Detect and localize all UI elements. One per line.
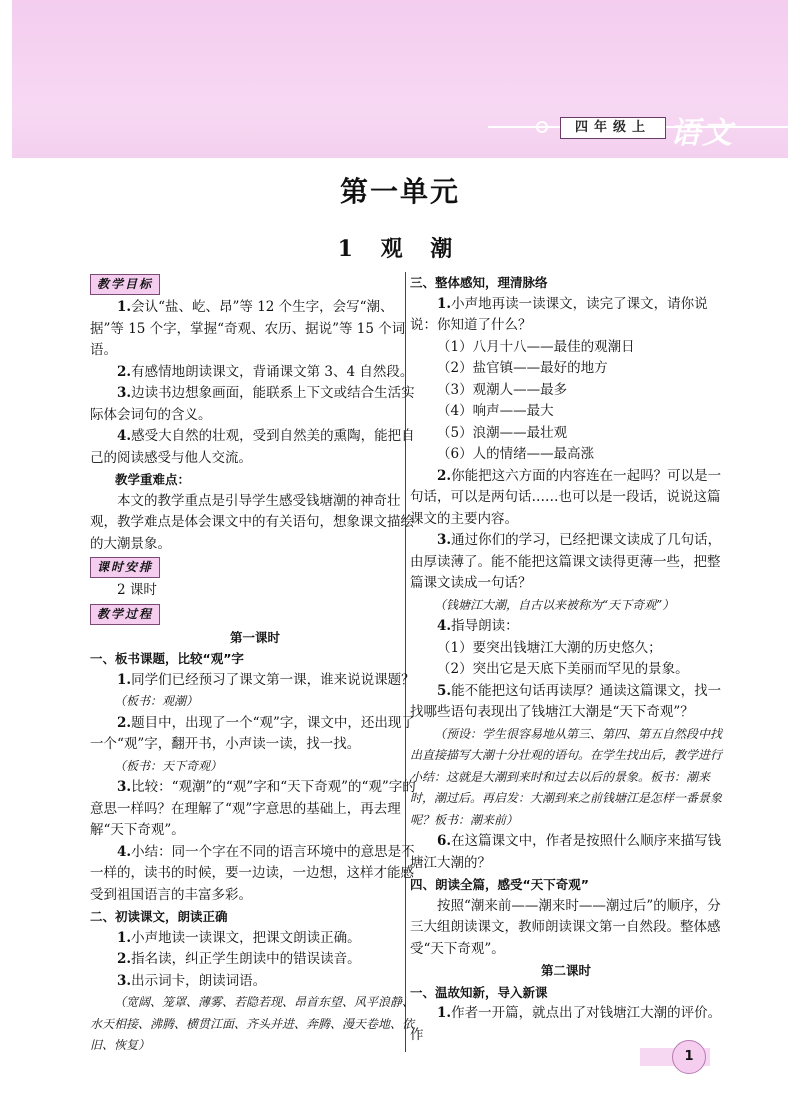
subject-logo: 语文 [670, 116, 734, 151]
goal-item: 2.有感情地朗读课文，背诵课文第 3、4 自然段。 [117, 363, 414, 380]
left-column [90, 272, 420, 1057]
answer-item: （3）观潮人——最多 [437, 381, 568, 398]
header-dot-ornament [536, 121, 548, 133]
goal-item: 4.感受大自然的壮观，受到自然美的熏陶，能把自己的阅读感受与他人交流。 [90, 428, 415, 466]
answer-item: （2）盐官镇——最好的地方 [437, 360, 608, 376]
right-column [410, 272, 722, 1046]
list-item: 3.比较：“观潮”的“观”字和“天下奇观”的“观”字的意思一样吗？在理解了“观”字意思的基础上，再去理解“天下奇观”。 [90, 779, 416, 838]
list-item: 5.能不能把这句话再读厚？通读这篇课文，找一找哪些语句表现出了钱塘江大潮是“天下奇观”？ [410, 682, 722, 720]
list-item: 4.小结：同一个字在不同的语言环境中的意思是不一样的，读书的时候，要一边读，一边想，这样才能感受到祖国语言的丰富多彩。 [90, 843, 415, 903]
tag-schedule: 课时安排 [90, 557, 160, 578]
list-item: 1.同学们已经预习了课文第一课，谁来说说课题？ [117, 671, 415, 688]
list-item: 6.在这篇课文中，作者是按照什么顺序来描写钱塘江大潮的？ [410, 833, 722, 871]
board-note: （板书：观潮） [114, 694, 199, 708]
lesson-title: 1 观 潮 [337, 236, 463, 262]
board-note: （板书：天下奇观） [114, 758, 223, 773]
list-item: 2.指名读，纠正学生朗读中的错误读音。 [117, 951, 361, 967]
tag-teaching-process: 教学过程 [90, 604, 160, 625]
page-number: 1 [672, 1040, 706, 1074]
unit-title: 第一单元 [339, 175, 460, 208]
answer-item: （5）浪潮——最壮观 [437, 424, 568, 441]
list-item: 3.通过你们的学习，已经把课文读成了几句话，由厚读薄了。能不能把这篇课文读得更薄一些，把整篇课文读成一句话？ [410, 532, 722, 591]
word-list: （宽阔、笼罩、薄雾、若隐若现、昂首东望、风平浪静、水天相接、沸腾、横贯江面、齐头并进、奔腾、漫天卷地、依旧、恢复） [90, 995, 415, 1052]
list-item: 2.题目中，出现了一个“观”字，课文中，还出现了一个“观”字，翻开书，小声读一读，找一找。 [90, 714, 415, 752]
answer-item: （6）人的情绪——最高涨 [437, 446, 595, 462]
list-item: 3.出示词卡，朗读词语。 [117, 972, 267, 989]
first-lesson-heading: 第一课时 [229, 629, 280, 645]
tag-teaching-goals: 教学目标 [90, 274, 160, 295]
answer-note: （钱塘江大潮，自古以来被称为“天下奇观”） [434, 597, 675, 612]
sub-item: （1）要突出钱塘江大潮的历史悠久； [437, 639, 662, 656]
goal-item: 1.会认“盐、屹、昂”等 12 个生字，会写“潮、据”等 15 个字，掌握“奇观、农历、据说”等 15 个词语。 [90, 299, 406, 358]
goal-item: 3.边读书边想象画面，能联系上下文或结合生活实际体会词句的含义。 [90, 385, 415, 423]
paragraph: 按照“潮来前——潮来时——潮过后”的顺序，分三大组朗读课文，教师朗读课文第一自然段。整体感受“天下奇观”。 [410, 897, 721, 957]
section-heading: 一、温故知新，导入新课 [410, 984, 548, 1000]
section-heading: 二、初读课文，朗读正确 [90, 909, 228, 924]
list-item: 4.指导朗读： [437, 618, 519, 634]
list-item: 1.小声地再读一读课文，读完了课文，请你说说：你知道了什么？ [410, 295, 708, 333]
list-item: 1.小声地读一读课文，把课文朗读正确。 [117, 929, 361, 946]
answer-item: （4）响声——最大 [437, 403, 554, 419]
grade-label: 四年级上 [560, 117, 666, 139]
preset-note: （预设：学生很容易地从第三、第四、第五自然段中找出直接描写大潮十分壮观的语句。在学生找出后，教学进行小结：这就是大潮到来时和过去以后的景象。板书：潮来时，潮过后。再启发：大潮到来之前钱塘江是怎样一番景象呢？板书：潮来前） [410, 726, 723, 827]
second-lesson-heading: 第二课时 [540, 963, 591, 978]
schedule-text: 2 课时 [117, 582, 157, 598]
list-item: 1.作者一开篇，就点出了对钱塘江大潮的评价。作 [410, 1005, 722, 1043]
section-heading: 四、朗读全篇，感受“天下奇观” [410, 877, 589, 892]
section-heading: 一、板书课题，比较“观”字 [90, 651, 244, 666]
section-heading: 三、整体感知，理清脉络 [410, 275, 548, 290]
key-points-text: 本文的教学重点是引导学生感受钱塘潮的神奇壮观，教学难点是体会课文中的有关语句，想象课文描绘的大潮景象。 [90, 492, 414, 552]
list-item: 2.你能把这六方面的内容连在一起吗？可以是一句话，可以是两句话……也可以是一段话，说说这篇课文的主要内容。 [410, 467, 722, 527]
answer-item: （1）八月十八——最佳的观潮日 [437, 338, 635, 355]
sub-item: （2）突出它是天底下美丽而罕见的景象。 [437, 661, 689, 677]
key-points-heading: 教学重难点： [115, 472, 191, 487]
